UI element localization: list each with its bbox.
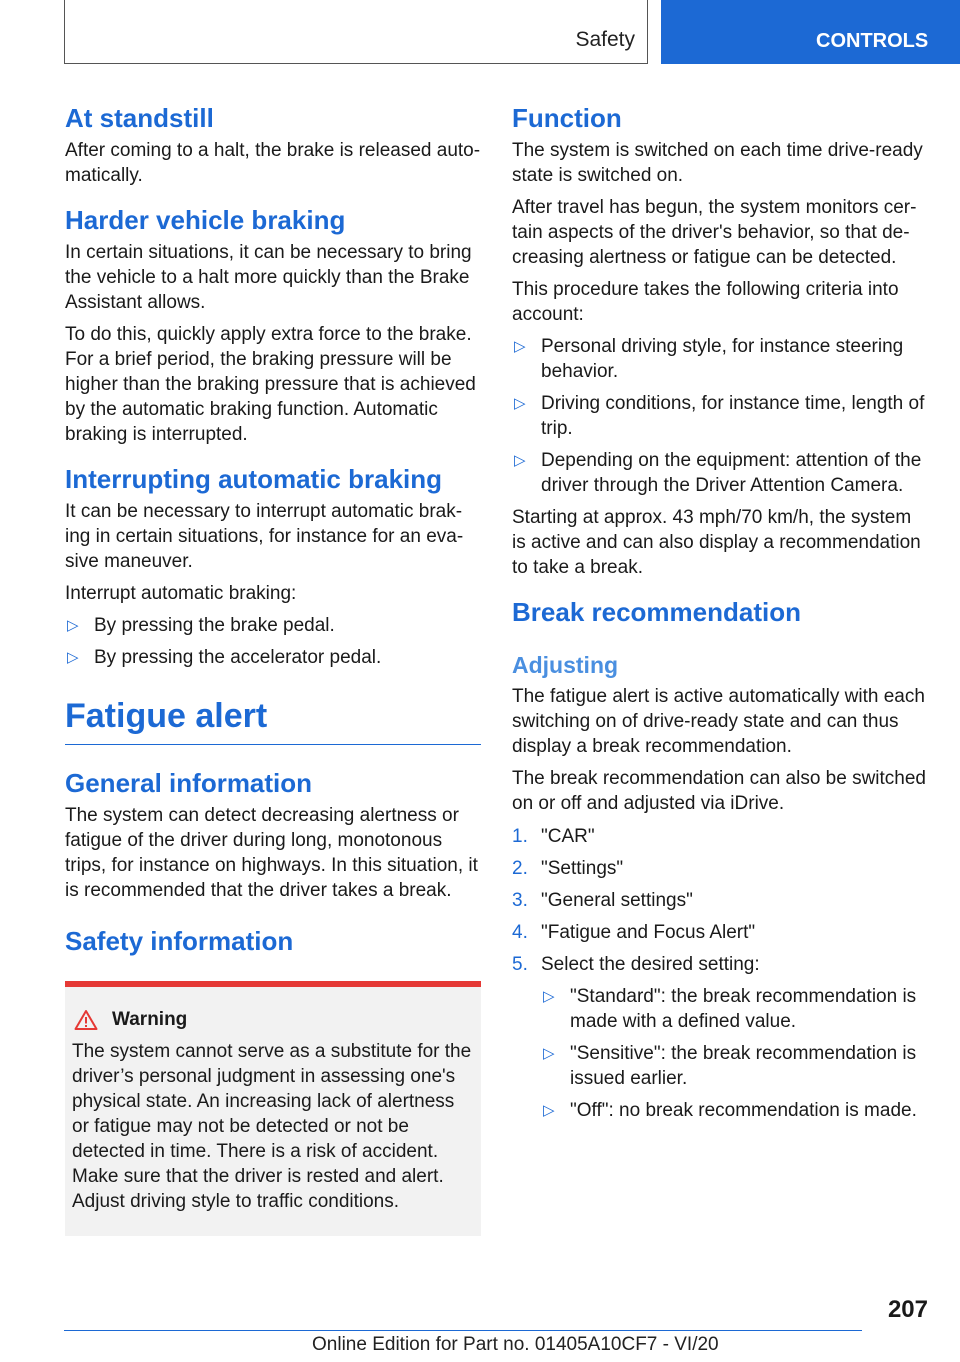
- interrupt-list: [65, 613, 481, 670]
- step-number: 4.: [512, 922, 528, 943]
- step-item: 1. "CAR": [512, 826, 595, 847]
- step-number: 1.: [512, 826, 528, 847]
- header-chapter-tab: CONTROLS: [661, 0, 960, 64]
- step-item: 3. "General settings": [512, 890, 693, 911]
- paragraph-function-1: The system is switched on each time drive-ready state is switched on.: [512, 140, 923, 186]
- right-column: [512, 102, 930, 1130]
- step-item: 4. "Fatigue and Focus Alert": [512, 922, 756, 943]
- warning-box: [65, 981, 481, 1236]
- list-item: ▷ "Standard": the break recommendation is made with a defined value.: [543, 986, 917, 1032]
- warning-text: The system cannot serve as a substitute for the driver’s personal judgment in assessing one's physical state. An increasing lack of alertness or fatigue may not be detected or not be detected in time. There is a risk of accident. Make sure that the driver is rested and alert. Adjust driving style to traffic conditions.: [72, 1041, 472, 1212]
- step-number: 5.: [512, 954, 528, 975]
- paragraph-harder-2: To do this, quickly apply extra force to the brake. For a brief period, the braking pressure will be higher than the braking pressure that is achieved by the automatic braking function. Automatic braking is interrupted.: [65, 324, 476, 445]
- paragraph-interrupt-2: Interrupt automatic braking:: [65, 583, 297, 604]
- heading-general-information: General information: [65, 768, 313, 798]
- triangle-bullet-icon: ▷: [543, 988, 555, 1005]
- heading-safety-information: Safety information: [65, 926, 294, 956]
- paragraph-interrupt-1: It can be necessary to interrupt automatic braking in certain situations, for instance for an evasive maneuver.: [65, 501, 464, 572]
- triangle-bullet-icon: ▷: [514, 338, 526, 355]
- heading-adjusting: Adjusting: [512, 652, 619, 678]
- step-item: 2. "Settings": [512, 858, 624, 879]
- heading-at-standstill: At standstill: [65, 103, 214, 133]
- triangle-bullet-icon: ▷: [514, 395, 526, 412]
- list-item: ▷ By pressing the accelerator pedal.: [67, 647, 382, 668]
- paragraph-function-3: This procedure takes the following criteria into account:: [512, 279, 899, 325]
- warning-title: Warning: [112, 1009, 188, 1030]
- triangle-bullet-icon: ▷: [514, 452, 526, 469]
- step-item: 5. Select the desired setting: ▷ "Standard": the break recommendation is made with a defined value. ▷ "Sensitive": the break recommendation is issued earlier. ▷ "Off": no break recommendation is made.: [512, 952, 930, 1123]
- paragraph-general: The system can detect decreasing alertness or fatigue of the driver during long, monotonous trips, for instance on highways. In this situation, it is recommended that the driver takes a break.: [65, 805, 478, 901]
- step-number: 3.: [512, 890, 528, 911]
- paragraph-function-2: After travel has begun, the system monitors certain aspects of the driver's behavior, so that decreasing alertness or fatigue can be detected.: [512, 197, 917, 268]
- paragraph-adjusting-1: The fatigue alert is active automatically with each switching on of drive-ready state and can thus display a break recommendation.: [512, 686, 925, 757]
- steps-list: [512, 824, 930, 1123]
- paragraph-standstill: After coming to a halt, the brake is released automatically.: [65, 140, 481, 186]
- list-item: ▷ Driving conditions, for instance time, length of trip.: [514, 393, 925, 439]
- options-list: [541, 984, 930, 1123]
- warning-triangle-icon: [74, 1009, 98, 1031]
- criteria-list: [512, 334, 930, 498]
- footer-divider: [64, 1330, 862, 1331]
- heading-break-recommendation: Break recommendation: [512, 597, 801, 627]
- heading-harder-braking: Harder vehicle braking: [65, 205, 346, 235]
- triangle-bullet-icon: ▷: [67, 617, 79, 634]
- list-item: ▷ "Off": no break recommendation is made.: [543, 1100, 917, 1121]
- page-number: 207: [887, 1296, 928, 1323]
- list-item: ▷ By pressing the brake pedal.: [67, 615, 335, 636]
- heading-interrupting-braking: Interrupting automatic braking: [65, 464, 443, 494]
- footer-edition: Online Edition for Part no. 01405A10CF7 - VI/20: [312, 1334, 719, 1355]
- paragraph-function-4: Starting at approx. 43 mph/70 km/h, the system is active and can also display a recommendation to take a break.: [512, 507, 921, 578]
- triangle-bullet-icon: ▷: [543, 1102, 555, 1119]
- heading-function: Function: [512, 103, 622, 133]
- triangle-bullet-icon: ▷: [67, 649, 79, 666]
- left-column: [65, 102, 481, 1236]
- header-section-box: [64, 0, 648, 64]
- paragraph-adjusting-2: The break recommendation can also be switched on or off and adjusted via iDrive.: [512, 768, 927, 814]
- list-item: ▷ "Sensitive": the break recommendation is issued earlier.: [543, 1043, 917, 1089]
- list-item: ▷ Depending on the equipment: attention of the driver through the Driver Attention Camera.: [514, 450, 922, 496]
- list-item: ▷ Personal driving style, for instance steering behavior.: [514, 336, 904, 382]
- heading-fatigue-alert: Fatigue alert: [65, 694, 481, 745]
- triangle-bullet-icon: ▷: [543, 1045, 555, 1062]
- warning-header: [72, 1009, 475, 1031]
- paragraph-harder-1: In certain situations, it can be necessary to bring the vehicle to a halt more quickly than the Brake Assistant allows.: [65, 242, 472, 313]
- header-section-title: Safety: [575, 28, 635, 51]
- step-number: 2.: [512, 858, 528, 879]
